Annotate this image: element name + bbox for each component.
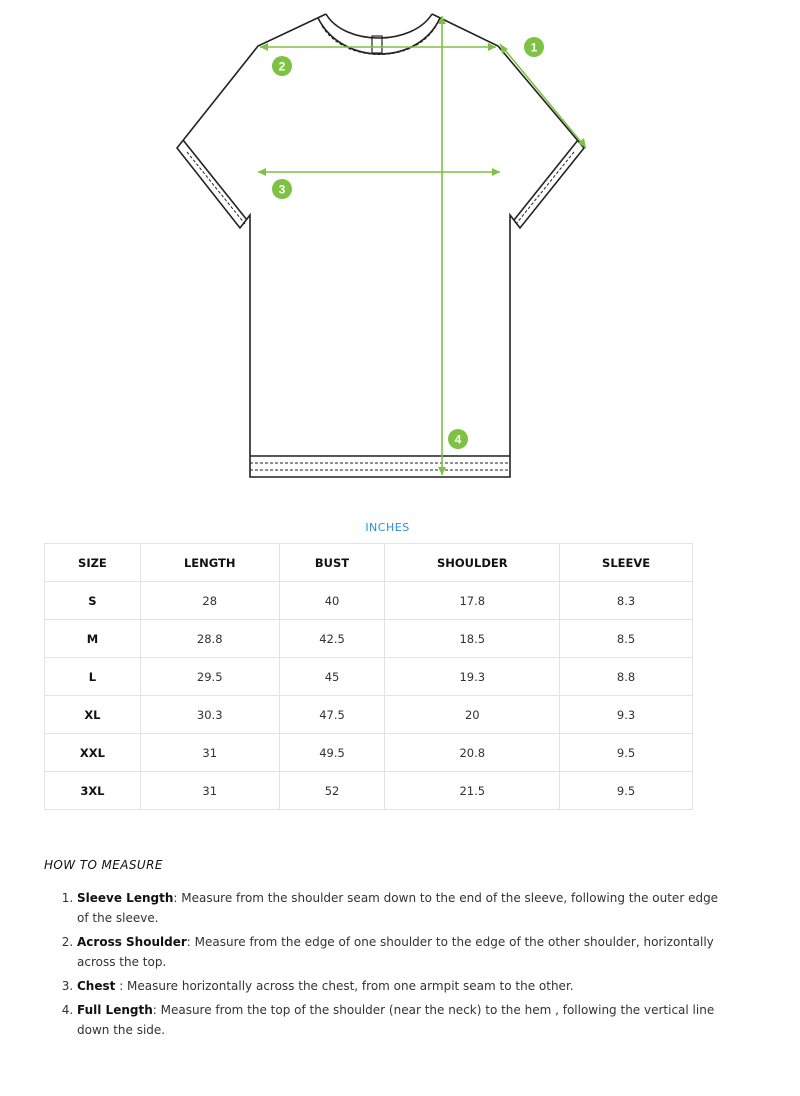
sleeve-cell: 8.3 — [560, 582, 693, 620]
tshirt-outline — [177, 14, 584, 477]
header-shoulder: SHOULDER — [385, 544, 560, 582]
marker-2 — [272, 56, 292, 76]
table-header-row — [45, 544, 693, 582]
step-separator: : — [115, 979, 128, 993]
size-cell: M — [45, 620, 141, 658]
size-cell: 3XL — [45, 772, 141, 810]
size-cell: S — [45, 582, 141, 620]
marker-label: 2 — [278, 59, 286, 74]
marker-4 — [448, 429, 468, 449]
length-cell: 30.3 — [140, 696, 279, 734]
how-to-measure-heading: HOW TO MEASURE — [44, 858, 163, 872]
shoulder-cell: 20.8 — [385, 734, 560, 772]
sleeve-cell: 9.5 — [560, 772, 693, 810]
bust-cell: 49.5 — [279, 734, 385, 772]
sleeve-cell: 8.8 — [560, 658, 693, 696]
bust-cell: 52 — [279, 772, 385, 810]
sleeve-cell: 8.5 — [560, 620, 693, 658]
sleeve-cell: 9.5 — [560, 734, 693, 772]
bust-cell: 40 — [279, 582, 385, 620]
list-item — [77, 932, 727, 972]
sleeve-cell: 9.3 — [560, 696, 693, 734]
table-row — [45, 658, 693, 696]
shoulder-cell: 19.3 — [385, 658, 560, 696]
step-term: Chest — [77, 979, 116, 993]
table-row — [45, 772, 693, 810]
shoulder-cell: 20 — [385, 696, 560, 734]
measure-arrows — [258, 16, 586, 475]
size-cell: XL — [45, 696, 141, 734]
bust-cell: 47.5 — [279, 696, 385, 734]
header-length: LENGTH — [140, 544, 279, 582]
length-cell: 28.8 — [140, 620, 279, 658]
shoulder-cell: 18.5 — [385, 620, 560, 658]
length-cell: 29.5 — [140, 658, 279, 696]
marker-label: 4 — [454, 432, 462, 447]
table-row — [45, 734, 693, 772]
marker-1 — [524, 37, 544, 57]
step-text: Measure from the top of the shoulder (near the neck) to the hem , following the vertical line down the side. — [77, 1003, 715, 1037]
marker-label: 1 — [530, 40, 538, 55]
header-bust: BUST — [279, 544, 385, 582]
step-separator: : — [152, 1003, 161, 1017]
bust-cell: 42.5 — [279, 620, 385, 658]
size-cell: L — [45, 658, 141, 696]
length-cell: 31 — [140, 772, 279, 810]
marker-label: 3 — [278, 182, 286, 197]
size-cell: XXL — [45, 734, 141, 772]
length-cell: 28 — [140, 582, 279, 620]
shoulder-cell: 17.8 — [385, 582, 560, 620]
step-separator: : — [173, 891, 182, 905]
bust-cell: 45 — [279, 658, 385, 696]
list-item — [77, 1000, 727, 1040]
step-term: Across Shoulder — [77, 935, 187, 949]
tshirt-diagram — [0, 0, 800, 500]
size-chart-table — [44, 543, 693, 810]
step-term: Full Length — [77, 1003, 153, 1017]
table-row — [45, 696, 693, 734]
shoulder-cell: 21.5 — [385, 772, 560, 810]
units-label: INCHES — [365, 521, 410, 534]
marker-3 — [272, 179, 292, 199]
list-item — [77, 888, 727, 928]
table-row — [45, 620, 693, 658]
step-text: Measure from the edge of one shoulder to the edge of the other shoulder, horizontally across the top. — [77, 935, 714, 969]
how-to-measure-list — [44, 888, 727, 1044]
header-sleeve: SLEEVE — [560, 544, 693, 582]
table-row — [45, 582, 693, 620]
step-text: Measure from the shoulder seam down to the end of the sleeve, following the outer edge of the sleeve. — [77, 891, 719, 925]
list-item — [77, 976, 727, 996]
step-separator: : — [186, 935, 195, 949]
length-cell: 31 — [140, 734, 279, 772]
header-size: SIZE — [45, 544, 141, 582]
step-term: Sleeve Length — [77, 891, 174, 905]
step-text: Measure horizontally across the chest, from one armpit seam to the other. — [127, 979, 574, 993]
